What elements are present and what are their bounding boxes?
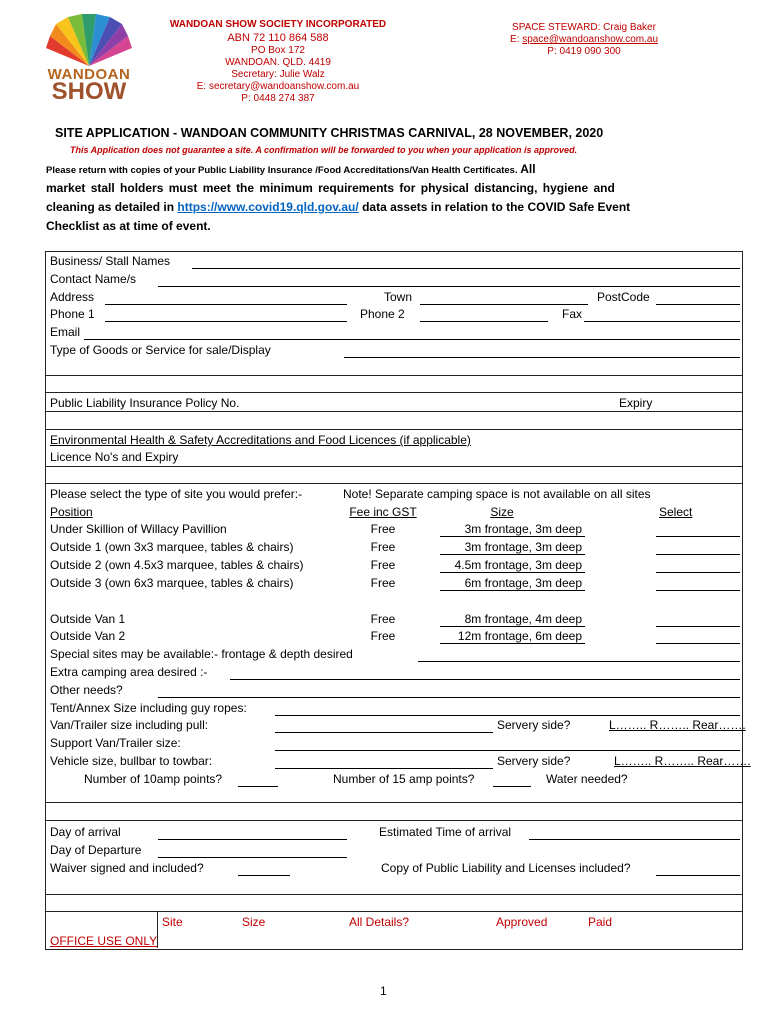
site-row-fee: Free [370,576,396,590]
copy-field[interactable] [656,875,740,876]
site-row-size-line [440,536,585,537]
secretary: Secretary: Julie Walz [231,69,325,80]
secretary-phone: P: 0448 274 387 [241,93,315,104]
tent-field[interactable] [275,715,740,716]
secretary-email-label: E: [196,81,209,92]
site-row-position: Under Skillion of Willacy Pavillion [50,522,227,536]
postcode-label: PostCode [597,290,650,304]
col-fee: Fee inc GST [349,505,417,519]
site-row-fee: Free [370,629,396,643]
copy-label: Copy of Public Liability and Licenses included? [381,861,631,875]
office-approved: Approved [496,915,548,929]
tent-label: Tent/Annex Size including guy ropes: [50,701,247,715]
servery-label-2: Servery side? [497,754,571,768]
col-select: Select [659,505,693,519]
divider [45,429,742,430]
office-details: All Details? [349,915,410,929]
phone2-field[interactable] [420,321,548,322]
insurance-label: Public Liability Insurance Policy No. [50,396,240,410]
town-label: Town [384,290,413,304]
support-van-field[interactable] [275,750,740,751]
site-row-size: 3m frontage, 3m deep [464,522,582,536]
arrival-label: Day of arrival [50,825,121,839]
other-field[interactable] [158,697,740,698]
col-size: Size [490,505,514,519]
special-field[interactable] [418,661,740,662]
office-paid: Paid [588,915,613,929]
est-time-field[interactable] [529,839,740,840]
page-title: SITE APPLICATION - WANDOAN COMMUNITY CHRISTMAS CARNIVAL, 28 NOVEMBER, 2020 [55,126,604,140]
divider [45,911,742,912]
site-row-position: Outside Van 2 [50,629,126,643]
divider [45,894,742,895]
departure-label: Day of Departure [50,843,142,857]
intro-line1-tail: All [520,162,536,176]
business-label: Business/ Stall Names [50,254,171,268]
phone1-label: Phone 1 [50,307,95,321]
site-row-select[interactable] [656,554,740,555]
site-prompt: Please select the type of site you would prefer:- [50,487,303,501]
van-size-field[interactable] [275,732,493,733]
intro-line4: Checklist as at time of event. [46,219,211,233]
fax-label: Fax [562,307,583,321]
site-row-size-line [440,626,585,627]
po-box: PO Box 172 [251,45,305,56]
site-row-size: 4.5m frontage, 3m deep [454,558,582,572]
goods-field[interactable] [344,357,740,358]
camping-label: Extra camping area desired :- [50,665,208,679]
fax-field[interactable] [584,321,740,322]
intro-line3-post: data assets in relation to the COVID Safe Event [358,200,631,214]
camping-note: Note! Separate camping space is not available on all sites [343,487,651,501]
site-row-select[interactable] [656,643,740,644]
steward-phone: P: 0419 090 300 [547,46,621,57]
office-use-label: OFFICE USE ONLY [50,934,158,948]
site-row-position: Outside 2 (own 4.5x3 marquee, tables & chairs) [50,558,304,572]
servery-options-2[interactable]: L…….. R…….. Rear……. [614,754,751,768]
business-field[interactable] [192,268,740,269]
site-row-select[interactable] [656,590,740,591]
steward-email-label: E: [509,34,523,45]
abn: ABN 72 110 864 588 [227,32,329,44]
site-row-size: 6m frontage, 3m deep [464,576,582,590]
env-health-label: Environmental Health & Safety Accreditations and Food Licences (if applicable) [50,433,471,447]
servery-label: Servery side? [497,718,571,732]
site-row-fee: Free [370,522,396,536]
contact-field[interactable] [158,286,740,287]
departure-field[interactable] [158,857,347,858]
col-position: Position [50,505,93,519]
site-row-position: Outside Van 1 [50,612,126,626]
disclaimer: This Application does not guarantee a site. A confirmation will be forwarded to you when your application is approved. [70,145,578,155]
divider [45,466,742,467]
office-site: Site [162,915,183,929]
amp10-label: Number of 10amp points? [84,772,223,786]
divider [45,483,742,484]
vehicle-field[interactable] [275,768,493,769]
office-divider [157,911,158,948]
phone2-label: Phone 2 [360,307,405,321]
office-size: Size [242,915,266,929]
amp15-field[interactable] [493,786,531,787]
divider [45,802,742,803]
page-number: 1 [380,984,387,998]
steward-email-link[interactable]: space@wandoanshow.com.au [522,34,659,45]
covid-link[interactable]: https://www.covid19.qld.gov.au/ [177,200,359,214]
site-row-select[interactable] [656,536,740,537]
site-row-size-line [440,554,585,555]
site-row-fee: Free [370,558,396,572]
est-time-label: Estimated Time of arrival [379,825,512,839]
waiver-field[interactable] [238,875,290,876]
site-row-size-line [440,643,585,644]
vehicle-label: Vehicle size, bullbar to towbar: [50,754,213,768]
email-field[interactable] [84,339,740,340]
amp15-label: Number of 15 amp points? [333,772,475,786]
divider [45,820,742,821]
divider [45,392,742,393]
logo-text-top: WANDOAN [47,66,131,83]
arrival-field[interactable] [158,839,347,840]
support-van-label: Support Van/Trailer size: [50,736,181,750]
space-steward: SPACE STEWARD: Craig Baker [512,22,656,33]
divider [45,375,742,376]
licence-label: Licence No's and Expiry [50,450,179,464]
divider [45,411,742,412]
phone1-field[interactable] [105,321,347,322]
water-label: Water needed? [546,772,628,786]
waiver-label: Waiver signed and included? [50,861,204,875]
site-row-fee: Free [370,540,396,554]
email-label: Email [50,325,81,339]
secretary-email-link[interactable]: secretary@wandoanshow.com.au [209,81,360,92]
site-row-size: 3m frontage, 3m deep [464,540,582,554]
site-row-position: Outside 1 (own 3x3 marquee, tables & chairs) [50,540,294,554]
other-label: Other needs? [50,683,123,697]
amp10-field[interactable] [238,786,278,787]
logo [44,14,134,106]
special-label: Special sites may be available:- frontage & depth desired [50,647,353,661]
society-address: WANDOAN. QLD. 4419 [225,57,331,68]
site-row-size: 8m frontage, 4m deep [464,612,582,626]
intro-line1: Please return with copies of your Public Liability Insurance /Food Accreditations/Van Health Certificates. [46,165,518,176]
goods-label: Type of Goods or Service for sale/Display [50,343,271,357]
society-name: WANDOAN SHOW SOCIETY INCORPORATED [169,19,387,30]
site-row-size-line [440,572,585,573]
site-row-size: 12m frontage, 6m deep [457,629,582,643]
address-label: Address [50,290,95,304]
site-row-size-line [440,590,585,591]
expiry-label: Expiry [619,396,653,410]
postcode-field[interactable] [656,304,740,305]
site-row-select[interactable] [656,626,740,627]
servery-options[interactable]: L…….. R…….. Rear……. [609,718,746,732]
intro-line3-pre: cleaning as detailed in [46,200,178,214]
contact-label: Contact Name/s [50,272,137,286]
logo-text-bottom: SHOW [51,78,127,105]
intro-line2: market stall holders must meet the minimum requirements for physical distancing, hygiene and [46,181,615,195]
van-size-label: Van/Trailer size including pull: [50,718,209,732]
address-field[interactable] [105,304,347,305]
site-row-fee: Free [370,612,396,626]
site-row-position: Outside 3 (own 6x3 marquee, tables & chairs) [50,576,294,590]
camping-field[interactable] [230,679,740,680]
town-field[interactable] [420,304,588,305]
site-row-select[interactable] [656,572,740,573]
